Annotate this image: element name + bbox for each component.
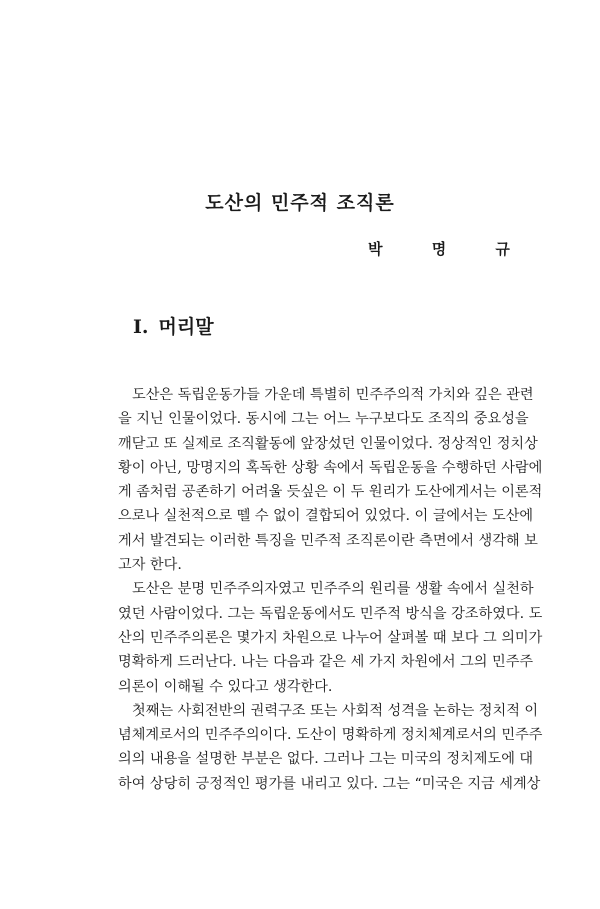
text-line: 의론이 이해될 수 있다고 생각한다.: [118, 678, 333, 695]
text-line: 산의 민주주의론은 몇가지 차원으로 나누어 살펴볼 때 보다 그 의미가: [118, 629, 543, 646]
author-name: 박 명 규: [368, 240, 532, 258]
section-title: 머리말: [158, 316, 214, 338]
body-text: [118, 383, 543, 796]
text-line: 첫째는 사회전반의 권력구조 또는 사회적 성격을 논하는 정치적 이: [132, 702, 539, 719]
text-line: 을 지닌 인물이었다. 동시에 그는 어느 누구보다도 조직의 중요성을: [118, 411, 529, 428]
text-line: 황이 아닌, 망명지의 혹독한 상황 속에서 독립운동을 수행하던 사람에: [118, 459, 543, 476]
text-line: 의의 내용을 설명한 부분은 없다. 그러나 그는 미국의 정치제도에 대: [118, 751, 534, 768]
text-line: 게 좀처럼 공존하기 어려울 듯싶은 이 두 원리가 도산에게서는 이론적: [118, 484, 543, 501]
text-line: 으로나 실천적으로 뗄 수 없이 결합되어 있었다. 이 글에서는 도산에: [118, 508, 534, 525]
text-line: 명확하게 드러난다. 나는 다음과 같은 세 가지 차원에서 그의 민주주: [118, 654, 534, 671]
section-number: I.: [133, 316, 149, 338]
text-line: 게서 발견되는 이러한 특징을 민주적 조직론이란 측면에서 생각해 보: [118, 532, 538, 549]
text-line: 고자 한다.: [118, 557, 182, 574]
text-line: 하여 상당히 긍정적인 평가를 내리고 있다. 그는 “미국은 지금 세계상: [118, 775, 541, 792]
text-line: 깨닫고 또 실제로 조직활동에 앞장섰던 인물이었다. 정상적인 정치상: [118, 435, 538, 452]
text-line: 도산은 독립운동가들 가운데 특별히 민주주의적 가치와 깊은 관련: [132, 387, 534, 403]
article-title: 도산의 민주적 조직론: [205, 192, 395, 214]
text-line: 념체계로서의 민주주의이다. 도산이 명확하게 정치체계로서의 민주주: [118, 727, 543, 744]
section-heading: [133, 312, 214, 339]
text-line: 였던 사람이었다. 그는 독립운동에서도 민주적 방식을 강조하였다. 도: [118, 605, 543, 622]
text-line: 도산은 분명 민주주의자였고 민주주의 원리를 생활 속에서 실천하: [132, 581, 534, 598]
